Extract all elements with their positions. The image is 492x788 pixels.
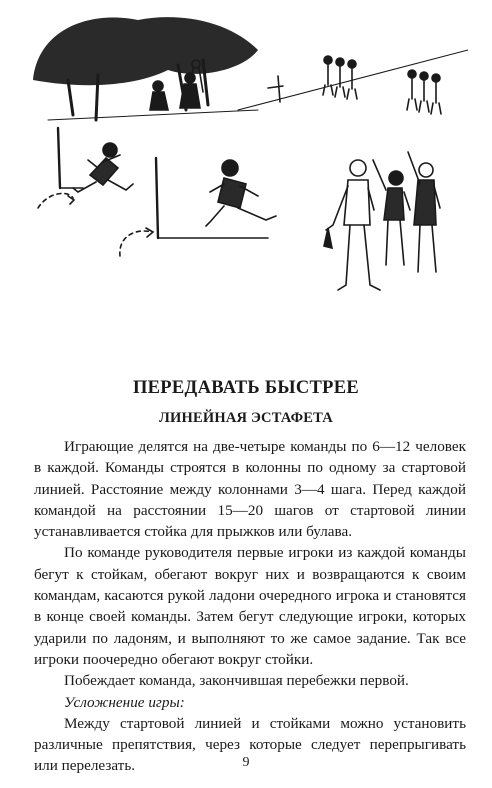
body-text	[34, 436, 466, 777]
page-number: 9	[242, 755, 250, 770]
complication-text: Между стартовой линией и стойками можно установить различные препятствия, через которые следует перепрыгивать или перелезать.	[34, 714, 466, 775]
complication-label: Усложнение игры:	[64, 693, 185, 711]
runner-two	[206, 160, 276, 226]
section-subtitle: ЛИНЕЙНАЯ ЭСТАФЕТА	[159, 410, 333, 426]
paragraph: Побеждает команда, закончившая перебежки первой.	[64, 672, 409, 690]
runner-one	[73, 143, 133, 192]
section-title: ПЕРЕДАВАТЬ БЫСТРЕЕ	[132, 378, 360, 398]
paragraph: По команде руководителя первые игроки из каждой команды бегут к стойкам, обегают вокруг них и возвращаются к своим командам, касаются рукой ладони очередного игрока и становятся в конце своей команды. Затем бегут следующие игроки, которых ударили по ладоням, и выполняют то же самое задание. Так все игроки поочередно обегают вокруг стойки.	[34, 544, 466, 668]
paragraph: Играющие делятся на две-четыре команды по 6—12 человек в каждой. Команды строятся в колонны по одному за стартовой линией. Расстояние между колоннами 3—4 шага. Перед каждой командой на расстоянии 15—20 шагов от стартовой линии устанавливается стойка для прыжков или булава.	[34, 438, 466, 541]
distant-team	[268, 56, 441, 114]
waiting-team	[324, 152, 440, 290]
trees	[33, 17, 258, 120]
relay-race-illustration	[28, 10, 468, 300]
